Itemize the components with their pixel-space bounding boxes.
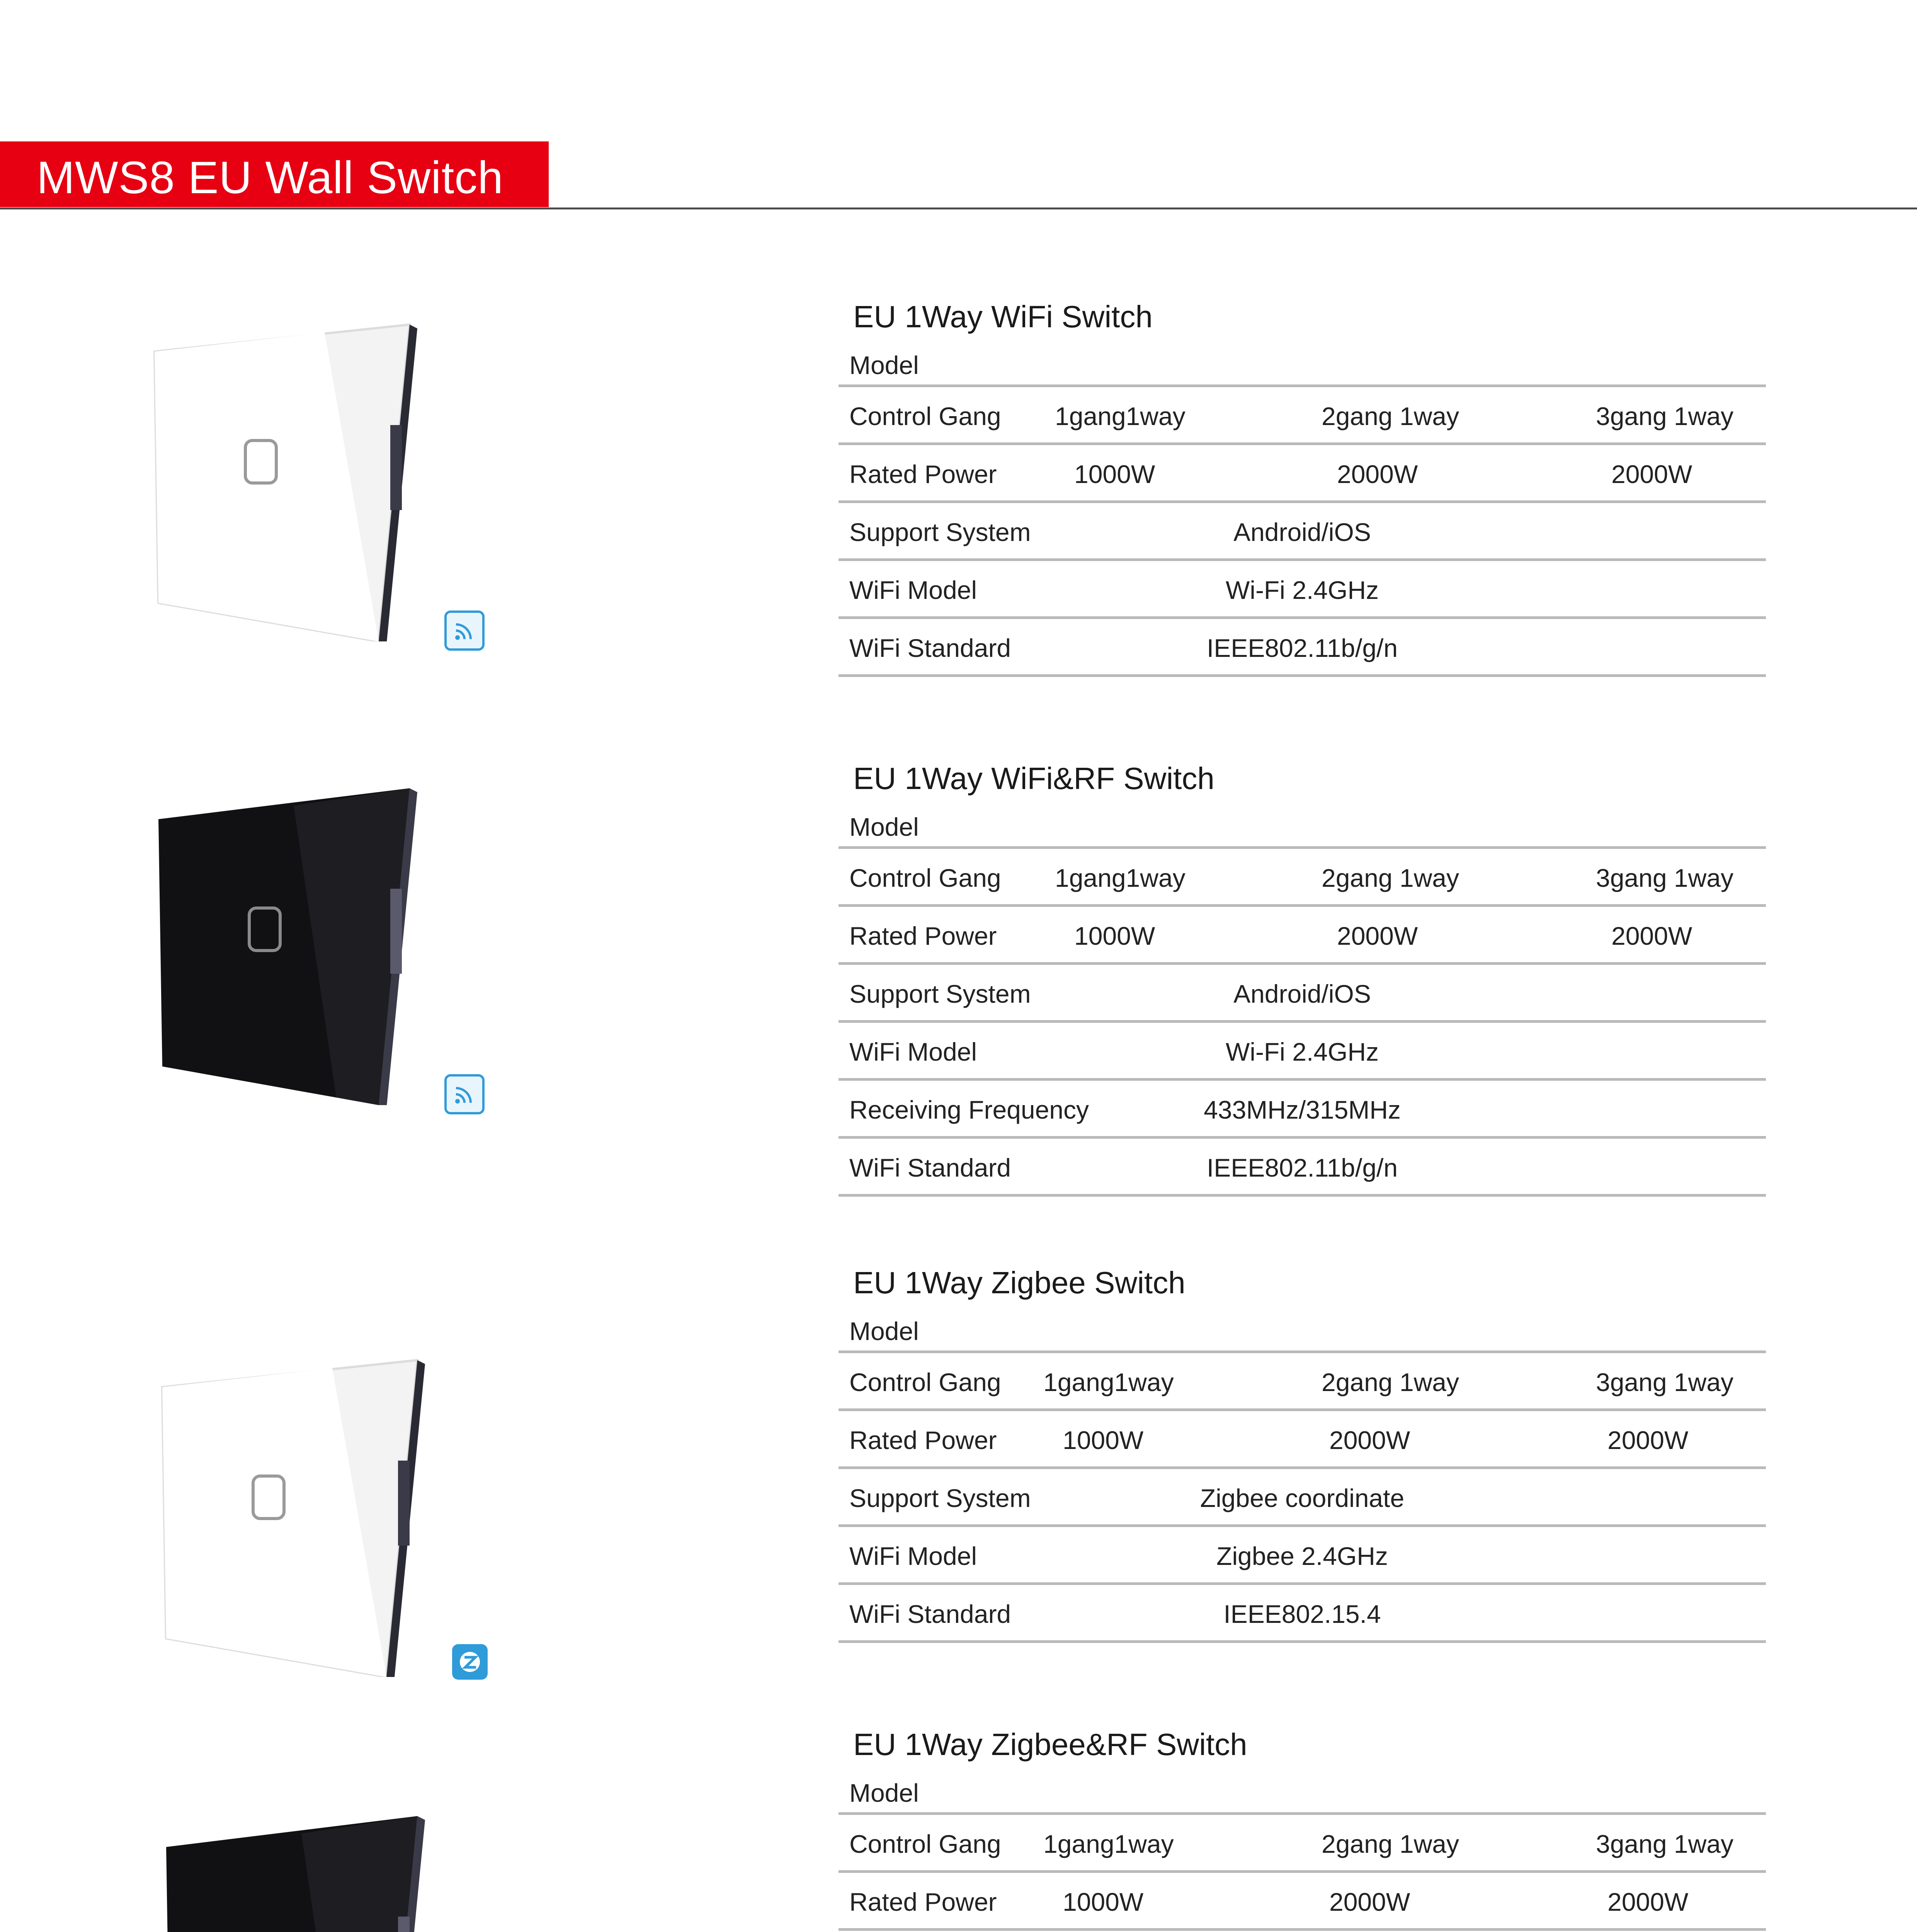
row-value: Android/iOS [1233,980,1371,1008]
model-row [839,802,1766,849]
row-value: 2gang 1way [1322,1368,1459,1396]
section-title: EU 1Way WiFi&RF Switch [853,761,1214,796]
wifi-rf-icon [444,611,485,651]
row-value: 3gang 1way [1596,1368,1733,1396]
row-value: 3gang 1way [1596,864,1733,892]
model-label: Model [849,351,919,379]
spec-row-rated-power [839,1873,1766,1931]
section-title: EU 1Way Zigbee&RF Switch [853,1727,1247,1762]
row-value: 2000W [1337,922,1418,950]
spec-row-wifi-model [839,561,1766,619]
spec-row-control-gang [839,1353,1766,1411]
row-label: WiFi Standard [849,1153,1011,1182]
row-value: 2gang 1way [1322,402,1459,430]
row-value: 1gang1way [1055,864,1186,892]
row-value: 2000W [1329,1888,1410,1916]
row-value: IEEE802.11b/g/n [1206,634,1398,662]
spec-row-control-gang [839,849,1766,907]
spec-row-rated-power [839,445,1766,503]
row-value: Wi-Fi 2.4GHz [1226,576,1379,604]
row-label: Rated Power [849,1888,997,1916]
spec-section-zigbee-rf [839,1721,1766,1932]
row-value: 2000W [1337,460,1418,488]
model-row [839,340,1766,387]
row-label: WiFi Model [849,576,977,604]
spec-row-support-system [839,503,1766,561]
spec-section-wifi [839,294,1766,677]
model-label: Model [849,813,919,841]
row-value: IEEE802.11b/g/n [1206,1153,1398,1182]
spec-row-receiving-frequency [839,1081,1766,1139]
spec-section-wifi-rf [839,755,1766,1197]
section-title: EU 1Way Zigbee Switch [853,1265,1186,1300]
spec-row-control-gang [839,387,1766,445]
model-label: Model [849,1317,919,1345]
row-value: Zigbee coordinate [1200,1484,1405,1512]
model-row [839,1768,1766,1815]
spec-section-zigbee [839,1260,1766,1643]
spec-row-support-system [839,965,1766,1023]
row-value: 2000W [1329,1426,1410,1454]
row-value: 2000W [1607,1426,1689,1454]
spec-row-wifi-standard [839,1139,1766,1197]
row-value: 1000W [1074,922,1155,950]
spec-row-rated-power [839,907,1766,965]
section-title: EU 1Way WiFi Switch [853,299,1153,334]
switch-image-white-zigbee [155,1345,433,1677]
row-value: 2gang 1way [1322,864,1459,892]
row-label: WiFi Model [849,1037,977,1066]
row-label: Support System [849,980,1031,1008]
switch-image-black-wifi-rf [147,773,425,1105]
row-value: Android/iOS [1233,518,1371,546]
zigbee-icon [452,1644,488,1680]
row-value: 3gang 1way [1596,402,1733,430]
spec-row-wifi-standard [839,619,1766,677]
row-label: WiFi Standard [849,1600,1011,1628]
row-label: Rated Power [849,922,997,950]
row-value: IEEE802.15.4 [1223,1600,1381,1628]
row-value: 433MHz/315MHz [1204,1095,1401,1124]
row-value: 1gang1way [1043,1368,1174,1396]
row-value: Wi-Fi 2.4GHz [1226,1037,1379,1066]
spec-row-wifi-model [839,1527,1766,1585]
model-row [839,1306,1766,1353]
spec-row-rated-power [839,1411,1766,1469]
row-label: Rated Power [849,460,997,488]
row-label: Control Gang [849,402,1001,430]
row-value: 2000W [1607,1888,1689,1916]
row-label: Receiving Frequency [849,1095,1089,1124]
row-label: Support System [849,1484,1031,1512]
row-label: WiFi Model [849,1542,977,1570]
row-value: 2gang 1way [1322,1830,1459,1858]
row-value: Zigbee 2.4GHz [1216,1542,1388,1570]
row-label: Support System [849,518,1031,546]
row-value: 3gang 1way [1596,1830,1733,1858]
row-label: Control Gang [849,1830,1001,1858]
header-divider [0,207,1917,209]
row-value: 1000W [1063,1426,1144,1454]
spec-row-wifi-standard [839,1585,1766,1643]
row-label: Control Gang [849,864,1001,892]
wifi-rf-icon [444,1074,485,1114]
page-title: MWS8 EU Wall Switch [37,152,503,203]
model-label: Model [849,1779,919,1807]
spec-row-wifi-model [839,1023,1766,1081]
switch-image-white-wifi [147,309,425,641]
row-value: 2000W [1611,922,1692,950]
row-value: 2000W [1611,460,1692,488]
spec-row-control-gang [839,1815,1766,1873]
row-value: 1gang1way [1055,402,1186,430]
row-label: Rated Power [849,1426,997,1454]
row-label: Control Gang [849,1368,1001,1396]
switch-image-black-zigbee-rf [155,1801,433,1932]
row-value: 1000W [1074,460,1155,488]
row-label: WiFi Standard [849,634,1011,662]
row-value: 1gang1way [1043,1830,1174,1858]
row-value: 1000W [1063,1888,1144,1916]
spec-row-support-system [839,1469,1766,1527]
